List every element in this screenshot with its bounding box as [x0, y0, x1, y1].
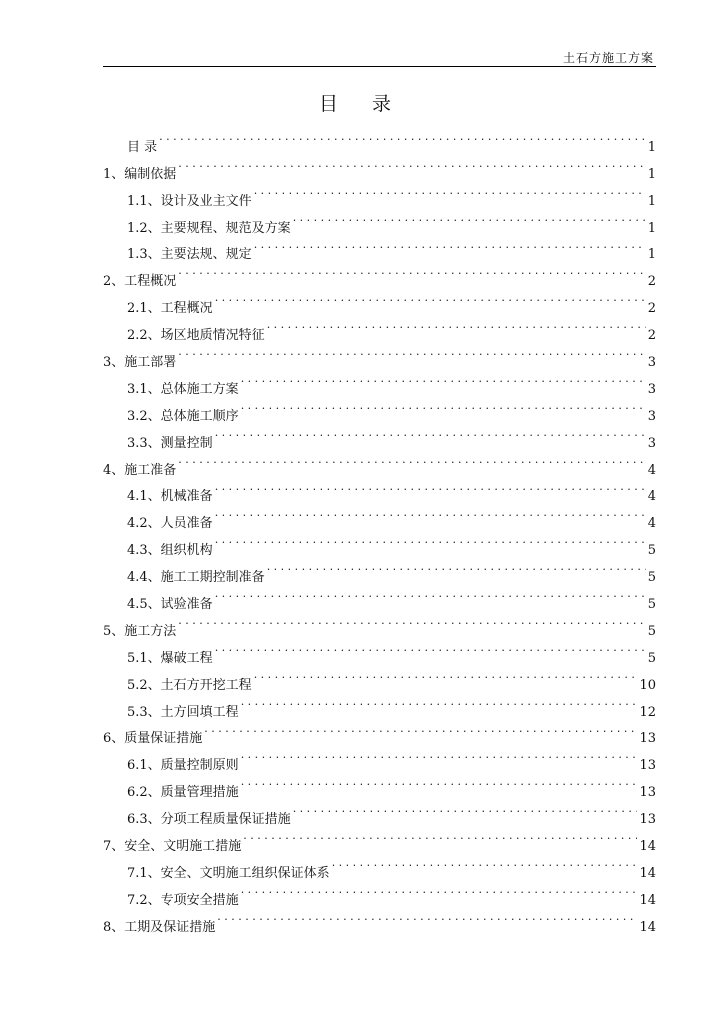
toc-page-number: 4: [647, 489, 656, 505]
toc-entry-title: 5、施工方法: [103, 623, 177, 639]
toc-page-number: 2: [647, 328, 656, 344]
toc-entry-title: 4.2、人员准备: [127, 516, 213, 532]
toc-page-number: 2: [647, 274, 656, 290]
toc-dot-leader: [243, 823, 637, 850]
toc-entry-title: 3、施工部署: [103, 355, 177, 371]
toc-dot-leader: [215, 474, 646, 501]
toc-page-number: 14: [639, 865, 656, 881]
toc-page-number: 3: [647, 355, 656, 371]
toc-entry-title: 7.2、专项安全措施: [127, 892, 239, 908]
toc-entry-title: 6.3、分项工程质量保证措施: [127, 812, 291, 828]
toc-dot-leader: [204, 716, 637, 743]
toc-dot-leader: [332, 850, 638, 877]
toc-dot-leader: [215, 500, 646, 527]
toc-entry-title: 8、工期及保证措施: [103, 919, 216, 935]
toc-entry-title: 5.3、土方回填工程: [127, 704, 239, 720]
toc-page-number: 14: [639, 892, 656, 908]
toc-dot-leader: [178, 258, 645, 285]
toc-dot-leader: [241, 877, 638, 904]
toc-entry-title: 6、质量保证措施: [103, 731, 203, 747]
toc-page-number: 1: [647, 139, 656, 155]
toc-subentry[interactable]: [103, 635, 656, 666]
toc-dot-leader: [215, 635, 646, 662]
toc-entry-title: 7、安全、文明施工措施: [103, 839, 242, 855]
toc-entry-title: 3.3、测量控制: [127, 435, 213, 451]
toc-page-number: 1: [647, 166, 656, 182]
toc-dot-leader: [159, 124, 646, 151]
toc-dot-leader: [178, 608, 645, 635]
toc-page-number: 5: [647, 650, 656, 666]
running-header-title: 土石方施工方案: [562, 51, 654, 65]
toc-page-number: 5: [647, 597, 656, 613]
toc-entry-title: 7.1、安全、文明施工组织保证体系: [127, 865, 330, 881]
toc-entry-title: 5.1、爆破工程: [127, 650, 213, 666]
toc-dot-leader: [254, 662, 638, 689]
toc-heading: 目 录: [318, 93, 406, 115]
toc-dot-leader: [215, 420, 646, 447]
toc-entry-title: 2.2、场区地质情况特征: [127, 328, 265, 344]
toc-page-number: 13: [639, 812, 656, 828]
toc-entry[interactable]: [103, 608, 656, 639]
toc-page-number: 13: [639, 785, 656, 801]
toc-dot-leader: [241, 769, 638, 796]
toc-dot-leader: [267, 312, 646, 339]
toc-dot-leader: [215, 527, 646, 554]
toc-entry-title: 4.3、组织机构: [127, 543, 213, 559]
toc-entry-title: 1.3、主要法规、规定: [127, 247, 252, 263]
toc-entry-title: 目 录: [127, 139, 158, 155]
toc-entry-title: 1.2、主要规程、规范及方案: [127, 220, 291, 236]
toc-page-number: 13: [639, 731, 656, 747]
toc-page-number: 3: [647, 435, 656, 451]
toc-page-number: 5: [647, 543, 656, 559]
toc-dot-leader: [215, 285, 646, 312]
toc-dot-leader: [241, 742, 638, 769]
toc-page-number: 3: [647, 408, 656, 424]
toc-entry-title: 4.5、试验准备: [127, 597, 213, 613]
toc-entry[interactable]: [103, 124, 656, 155]
toc-page-number: 1: [647, 247, 656, 263]
toc-dot-leader: [254, 178, 646, 205]
toc-dot-leader: [254, 232, 646, 259]
toc-entry[interactable]: [103, 151, 656, 182]
toc-dot-leader: [215, 581, 646, 608]
toc-dot-leader: [293, 205, 646, 232]
toc-entry[interactable]: [103, 258, 656, 290]
toc-page-number: 13: [639, 758, 656, 774]
toc-dot-leader: [241, 393, 646, 420]
toc-dot-leader: [217, 904, 637, 931]
toc-entry-title: 1、编制依据: [103, 166, 177, 182]
toc-subentry[interactable]: [103, 285, 656, 317]
toc-dot-leader: [178, 447, 645, 474]
toc-entry-title: 3.1、总体施工方案: [127, 381, 239, 397]
toc-page-number: 1: [647, 220, 656, 236]
toc-page-number: 12: [639, 704, 656, 720]
toc-subentry[interactable]: [103, 178, 656, 209]
toc-page-number: 5: [647, 570, 656, 586]
toc-dot-leader: [178, 151, 645, 178]
toc-page-number: 14: [639, 919, 656, 935]
toc-page-number: 1: [647, 193, 656, 209]
toc-entry[interactable]: [103, 339, 656, 371]
header-rule: [103, 66, 656, 67]
toc-dot-leader: [241, 366, 646, 393]
toc-entry-title: 4.1、机械准备: [127, 489, 213, 505]
toc-page-number: 5: [647, 623, 656, 639]
toc-page-number: 4: [647, 516, 656, 532]
toc-dot-leader: [178, 339, 645, 366]
toc-dot-leader: [293, 796, 638, 823]
toc-entry-title: 6.2、质量管理措施: [127, 785, 239, 801]
toc-entry[interactable]: [103, 447, 656, 478]
toc-subentry[interactable]: [103, 366, 656, 397]
toc-entry-title: 2.1、工程概况: [127, 301, 213, 317]
toc-page-number: 2: [647, 301, 656, 317]
toc-entry-title: 2、工程概况: [103, 274, 177, 290]
toc-page-number: 10: [639, 677, 656, 693]
toc-entry-title: 6.1、质量控制原则: [127, 758, 239, 774]
toc-dot-leader: [241, 689, 638, 716]
table-of-contents: [103, 124, 656, 935]
toc-subentry[interactable]: [103, 474, 656, 505]
toc-entry-title: 5.2、土石方开挖工程: [127, 677, 252, 693]
toc-page-number: 4: [647, 462, 656, 478]
toc-entry-title: 3.2、总体施工顺序: [127, 408, 239, 424]
toc-entry-title: 4、施工准备: [103, 462, 177, 478]
toc-entry-title: 1.1、设计及业主文件: [127, 193, 252, 209]
toc-entry-title: 4.4、施工工期控制准备: [127, 570, 265, 586]
toc-dot-leader: [267, 554, 646, 581]
toc-page-number: 3: [647, 381, 656, 397]
toc-page-number: 14: [639, 839, 656, 855]
